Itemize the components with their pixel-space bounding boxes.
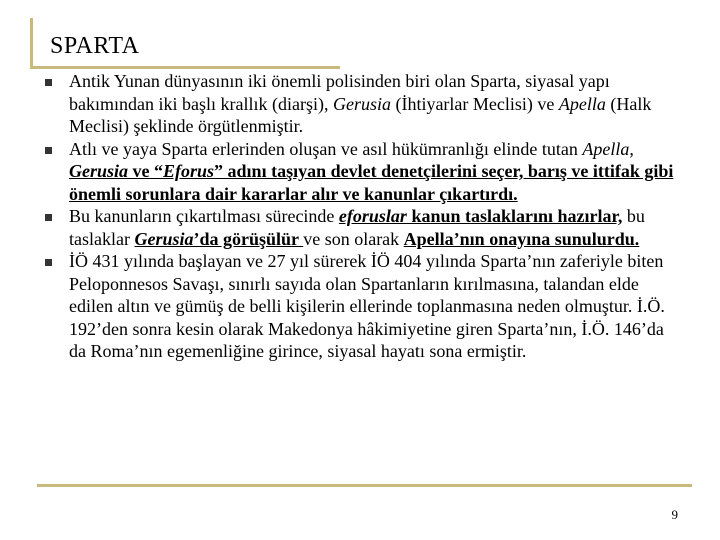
square-bullet-icon [45,79,52,86]
bullet-list [45,70,685,363]
bullet-text-run: İÖ 431 yılında başlayan ve 27 yıl sürerek İÖ 404 yılında Sparta’nın zaferiyle biten Peloponnesos Savaşı, sınırlı sayıda olan Spartanların kırılmasına, talandan elde edilen altın ve gümüş de belli kişilerin ellerinde toplanmasına neden olmuştur. İ.Ö. 192’den sonra kesin olarak Makedonya hâkimiyetine giren Sparta’nın, İ.Ö. 146’da da Roma’nın egemenliğine girince, siyasal hayatı sona ermiştir. [69,251,665,361]
bullet-text-run: ” adını taşıyan devlet denetçilerini seçer, barış ve ittifak gibi önemli sorunlara dair kararlar alır ve kanunlar çıkartırdı. [69,161,674,204]
bullet-text-run: ’da görüşülür [193,228,304,249]
footer-rule [37,484,692,487]
bullet-text-run: Apella’nın onayına sunulurdu. [403,228,640,249]
bullet-text-run: ve “ [128,161,164,181]
bullet-text-run: Apella, [582,138,634,159]
bullet-text-run: Gerusia [134,228,194,249]
square-bullet-icon [45,147,52,154]
page-number: 9 [671,507,678,522]
bullet-text-run: Apella [558,93,606,114]
bullet-text-run: Atlı ve yaya Sparta erlerinden oluşan ve asıl hükümranlığı elinde tutan [69,138,583,159]
bullet-text-run: bu taslaklar [69,206,645,249]
bullet-text-run: kanun taslaklarını hazırlar, [406,206,623,226]
title-rule-horizontal [30,66,340,69]
bullet-text-run: eforuslar [338,206,407,226]
bullet-text-run: Antik Yunan dünyasının iki önemli polisinden biri olan Sparta, siyasal yapı bakımından iki başlı krallık (diarşi), [69,71,610,114]
square-bullet-icon [45,259,52,266]
bullet-text-run: Bu kanunların çıkartılması sürecinde [69,206,339,226]
bullet-text-run: Gerusia [332,93,391,114]
bullet-item [45,70,685,138]
square-bullet-icon [45,214,52,221]
bullet-item [45,250,685,363]
slide-title: SPARTA [50,33,140,59]
bullet-item [45,138,685,206]
bullet-text-run: Gerusia [69,161,129,181]
bullet-text-run: ve son olarak [303,228,404,249]
bullet-item [45,205,685,250]
title-rule-vertical [30,18,33,68]
bullet-text-run: (Halk Meclisi) şeklinde örgütlenmiştir. [69,93,652,136]
bullet-text-run: (İhtiyarlar Meclisi) ve [390,93,559,114]
bullet-text-run: Eforus [163,161,215,181]
